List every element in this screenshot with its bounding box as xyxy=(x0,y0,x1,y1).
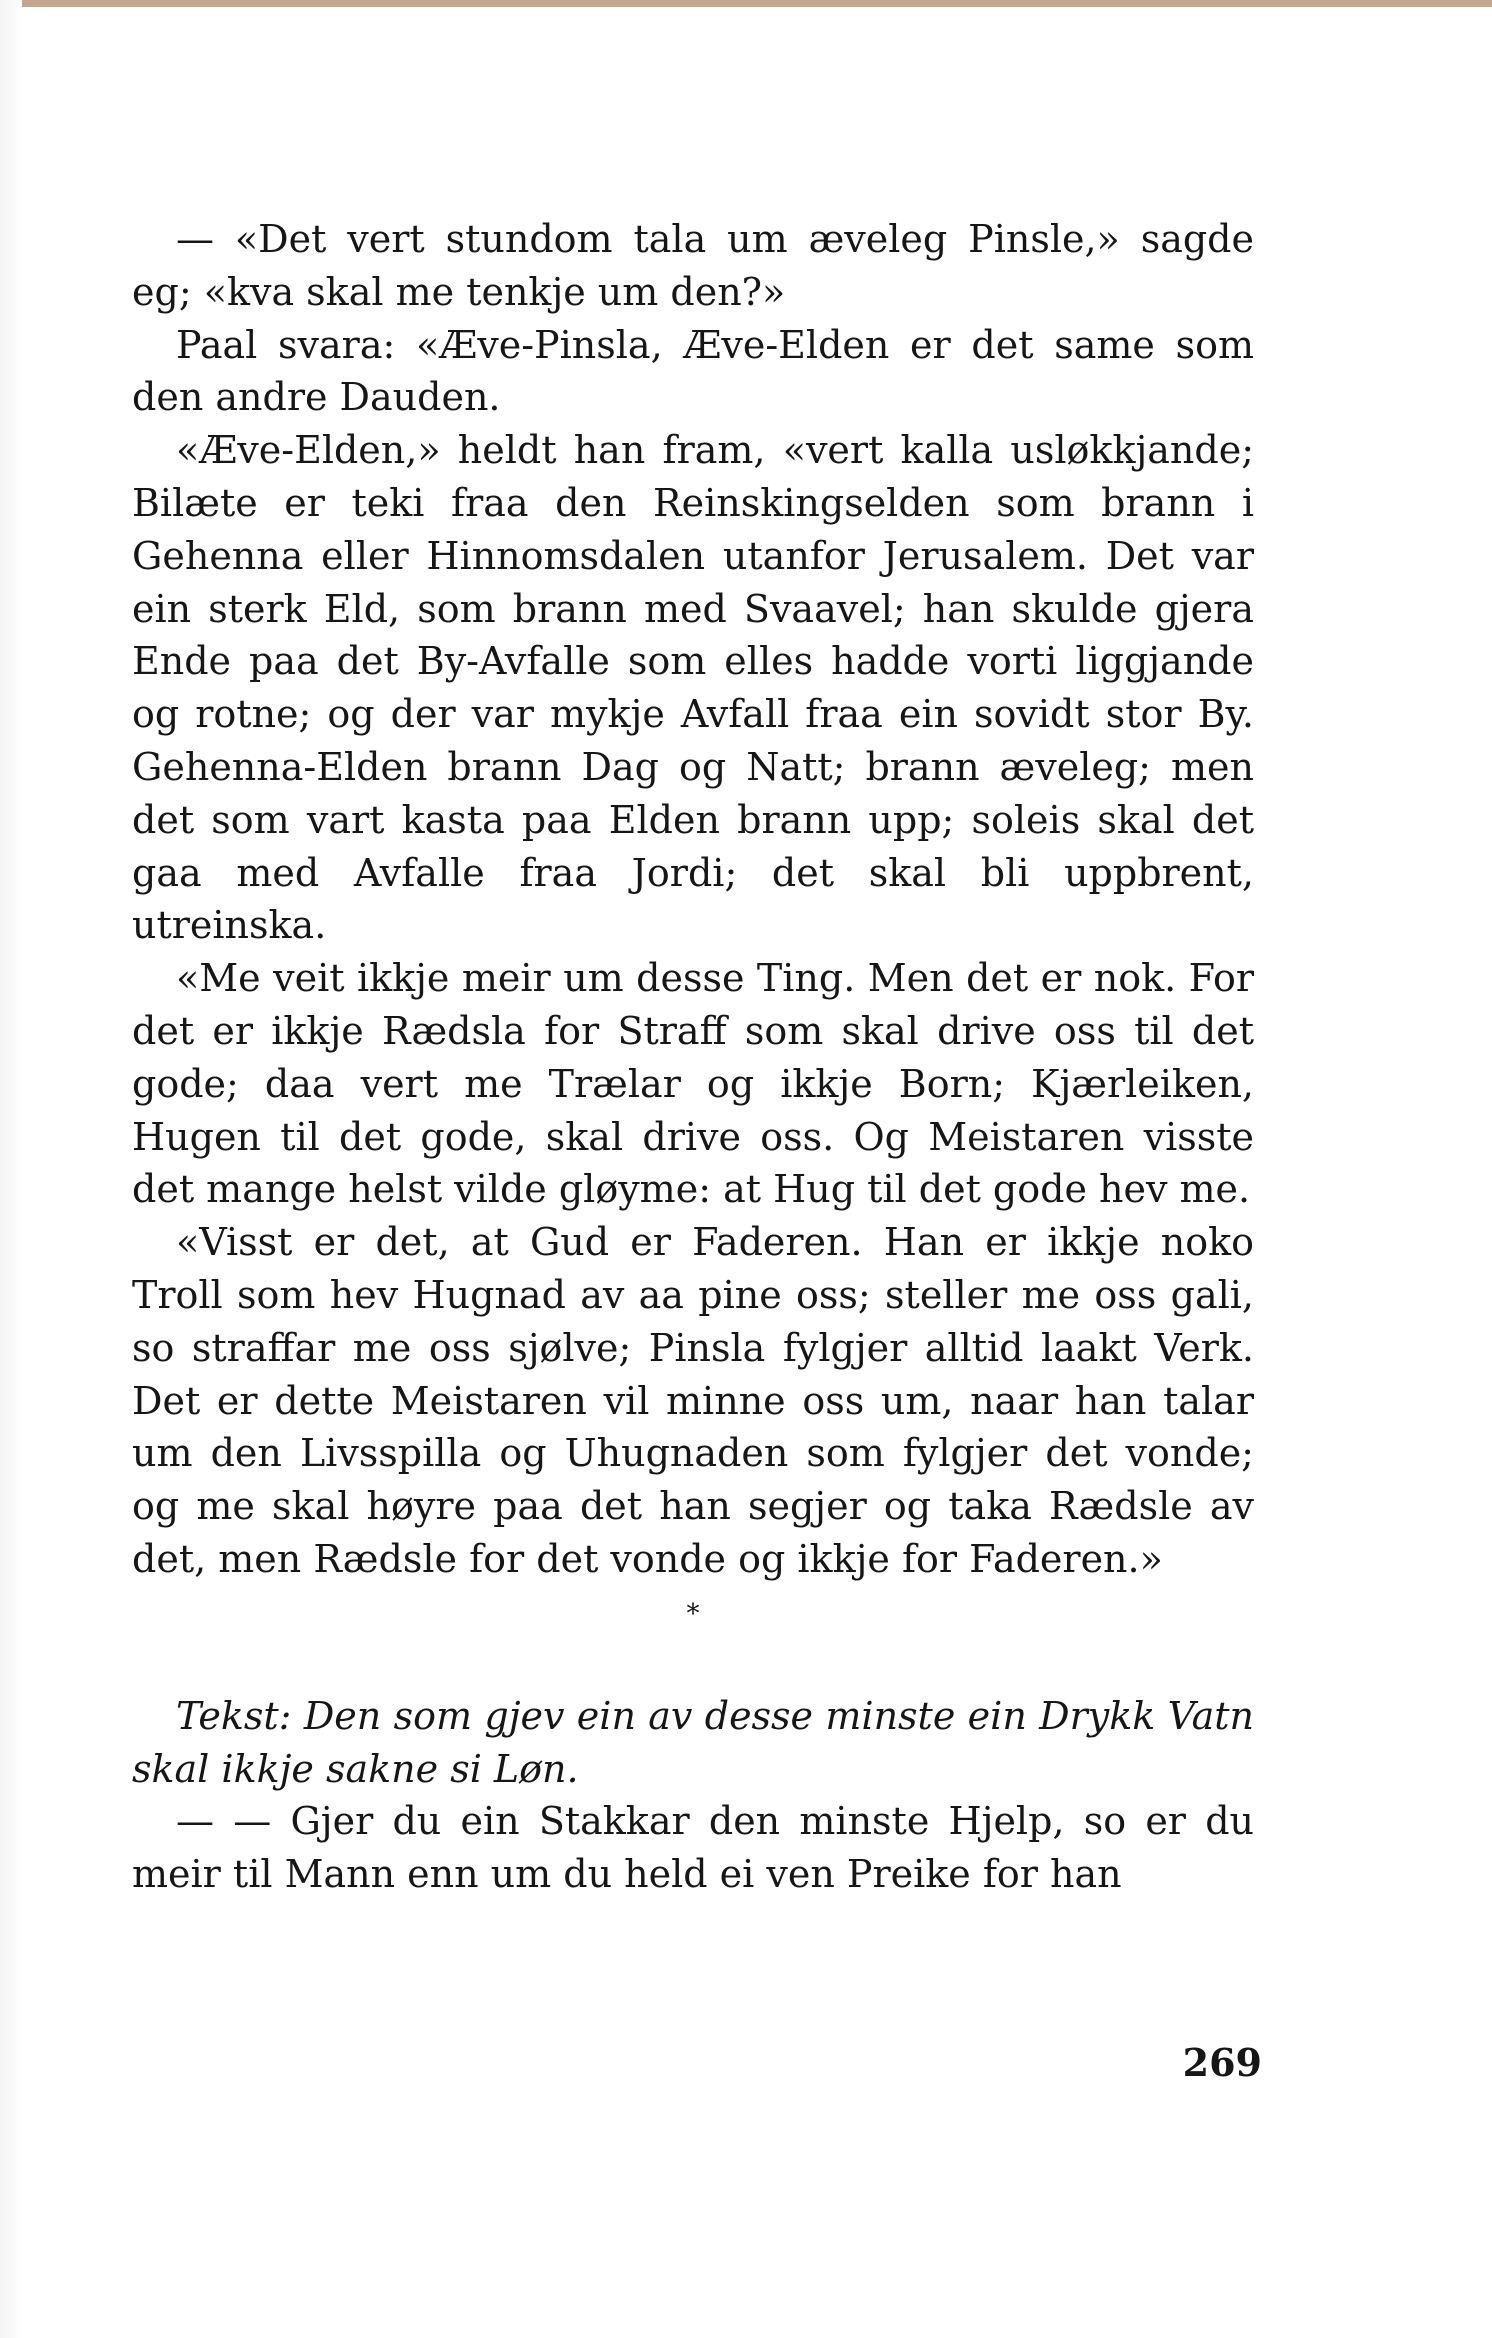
paragraph-pinsle-question: — «Det vert stundom tala um æveleg Pinsle,» sagde eg; «kva skal me tenkje um den?» xyxy=(132,217,1254,314)
paragraph-raedsla: «Me veit ikkje meir um desse Ting. Men det er nok. For det er ikkje Rædsla for Straff som skal drive oss til det gode; daa vert me Trælar og ikkje Born; Kjærleiken, Hugen til det gode, skal drive oss. Og Meistaren visste det mange helst vilde gløyme: at Hug til det gode hev me. xyxy=(132,956,1254,1212)
page-top-edge xyxy=(0,0,1492,7)
paragraph-paal-answer: Paal svara: «Æve-Pinsla, Æve-Elden er det same som den andre Dauden. xyxy=(132,322,1254,420)
paragraph-closing: — — Gjer du ein Stakkar den minste Hjelp, so er du meir til Mann enn um du held ei ven Preike for han xyxy=(132,1799,1254,1897)
page-body xyxy=(132,213,1254,1901)
section-separator: * xyxy=(686,1598,700,1629)
page-left-edge xyxy=(0,0,22,2338)
text-heading: Tekst: Den som gjev ein av desse minste ein Drykk Vatn skal ikkje sakne si Løn. xyxy=(132,1693,1254,1791)
paragraph-aeve-elden: «Æve-Elden,» heldt han fram, «vert kalla usløkkjande; Bilæte er teki fraa den Reinskingselden som brann i Gehenna eller Hinnomsdalen utanfor Jerusalem. Det var ein sterk Eld, som brann med Svaavel; han skulde gjera Ende paa det By-Avfalle som elles hadde vorti liggjande og rotne; og der var mykje Avfall fraa ein sovidt stor By. Gehenna-Elden brann Dag og Natt; brann æveleg; men det som vart kasta paa Elden brann upp; soleis skal det gaa med Avfalle fraa Jordi; det skal bli uppbrent, utreinska. xyxy=(132,428,1254,948)
paragraph-faderen: «Visst er det, at Gud er Faderen. Han er ikkje noko Troll som hev Hugnad av aa pine oss; steller me oss gali, so straffar me oss sjølve; Pinsla fylgjer alltid laakt Verk. Det er dette Meistaren vil minne oss um, naar han talar um den Livsspilla og Uhugnaden som fylgjer det vonde; og me skal høyre paa det han segjer og taka Rædsle av det, men Rædsle for det vonde og ikkje for Faderen.» xyxy=(132,1220,1254,1581)
page-number: 269 xyxy=(1182,2040,1262,2085)
